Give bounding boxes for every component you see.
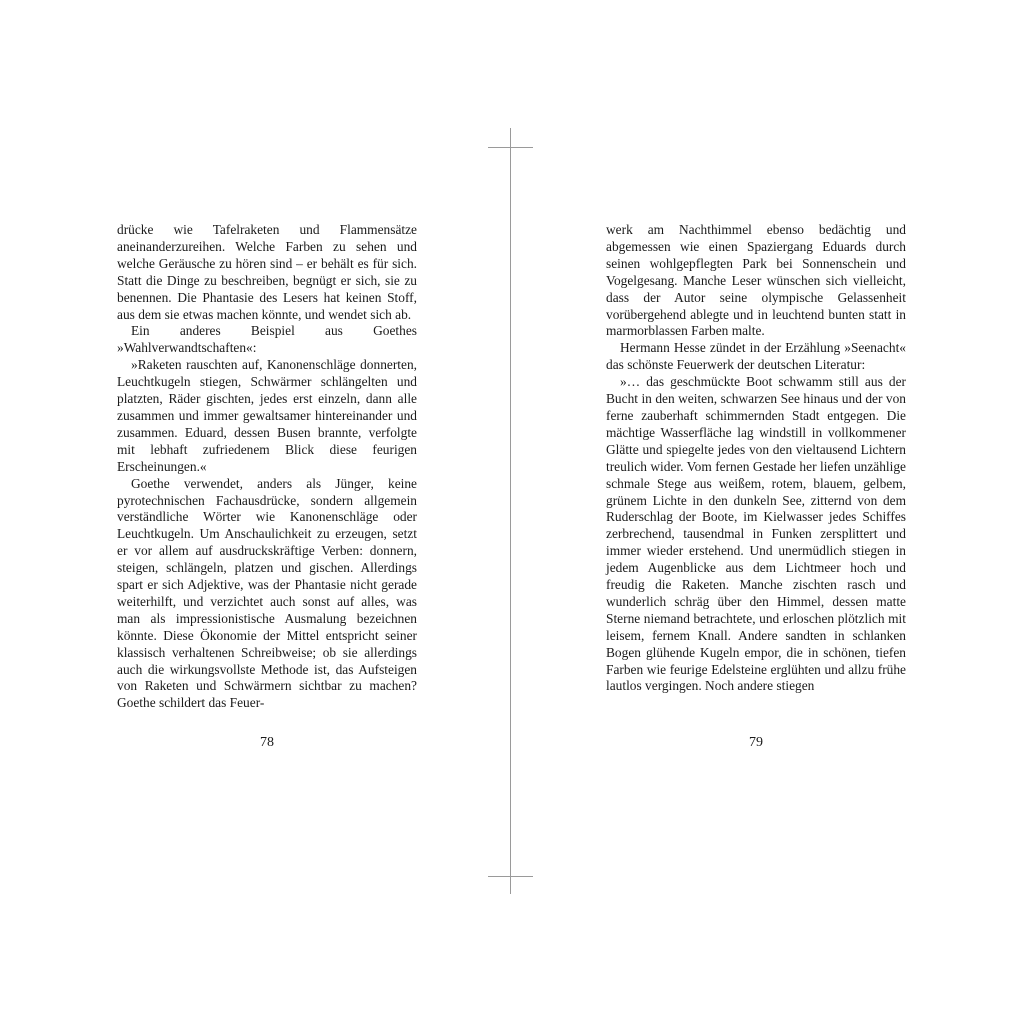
crop-mark-bottom: [488, 876, 533, 877]
right-page: [606, 222, 906, 695]
right-paragraph-2: Hermann Hesse zündet in der Erzählung »Seenacht« das schönste Feuerwerk der deutschen Literatur:: [606, 340, 906, 373]
left-page: [117, 222, 417, 712]
left-paragraph-2: Ein anderes Beispiel aus Goethes »Wahlverwandtschaften«:: [117, 323, 417, 356]
right-paragraph-3: »… das geschmückte Boot schwamm still aus der Bucht in den weiten, schwarzen See hinaus und der von ferne zauberhaft schimmernden Stadt entgegen. Die mächtige Wasserfläche lag windstill in vollkommener Glätte und spiegelte jedes von den vieltausend Lichtern treulich wider. Vom fernen Gestade her liefen unzählige schmale Stege aus weißem, rotem, blauem, gelbem, grünem Lichte in den dunkeln See, zitternd von dem Ruderschlag der Boote, im Kielwasser jedes Schiffes zerbrechend, tausendmal in Funken zersplittert und immer wieder erstehend. Und unermüdlich stiegen in jedem Augenblicke aus dem Lichtmeer hoch und freudig die Raketen. Manche zischten rasch und wunderlich schräg über den Himmel, dessen matte Sterne niemand betrachtete, und erloschen plötzlich mit leisem, fernem Knall. Andere sandten in schlanken Bogen glühende Kugeln empor, die in schönen, tiefen Farben wie feurige Edelsteine erglühten und allzu frühe lautlos vergingen. Noch andere stiegen: [606, 374, 906, 694]
crop-mark-top: [488, 147, 533, 148]
right-paragraph-1: werk am Nachthimmel ebenso bedächtig und abgemessen wie einen Spaziergang Eduards durch seinen wohlgepflegten Park bei Sonnenschein und Vogelgesang. Manche Leser wünschen sich vielleicht, dass der Autor seine olympische Gelassenheit vorübergehend ablegte und in leuchtend bunten statt in marmorblassen Farben malte.: [606, 222, 906, 339]
left-paragraph-4: Goethe verwendet, anders als Jünger, keine pyrotechnischen Fachausdrücke, sondern allgemein verständliche Wörter wie Kanonenschläge oder Leuchtkugeln. Um Anschaulichkeit zu erzeugen, setzt er vor allem auf ausdruckskräftige Verben: donnern, steigen, schlängeln, platzen und gischen. Allerdings spart er sich Adjektive, was der Phantasie nicht gerade weiterhilft, und verzichtet auch sonst auf alles, was man als impressionistische Ausmalung bezeichnen könnte. Diese Ökonomie der Mittel entspricht seiner klassisch verhaltenen Schreibweise; ob sie allerdings auch die wirkungsvollste Methode ist, das Aufsteigen von Raketen und Schwärmern sichtbar zu machen? Goethe schildert das Feuer-: [117, 475, 417, 711]
left-page-text: [117, 222, 417, 712]
right-page-number: 79: [749, 735, 763, 750]
left-paragraph-3: »Raketen rauschten auf, Kanonenschläge donnerten, Leuchtkugeln stiegen, Schwärmer schlängelten und platzten, Räder gischten, jedes erst einzeln, dann alle zusammen und immer gewaltsamer hintereinander und zusammen. Eduard, dessen Busen brannte, verfolgte mit lebhaft zufriedenem Blick diese feurigen Erscheinungen.«: [117, 357, 417, 474]
crop-mark-vertical: [510, 128, 511, 894]
right-page-text: [606, 222, 906, 695]
left-page-number: 78: [260, 735, 274, 750]
left-paragraph-1: drücke wie Tafelraketen und Flammensätze aneinanderzureihen. Welche Farben zu sehen und welche Geräusche zu hören sind – er behält es für sich. Statt die Dinge zu beschreiben, begnügt er sich, sie zu benennen. Die Phantasie des Lesers hat keinen Stoff, aus dem sie etwas machen könnte, und wendet sich ab.: [117, 222, 417, 322]
